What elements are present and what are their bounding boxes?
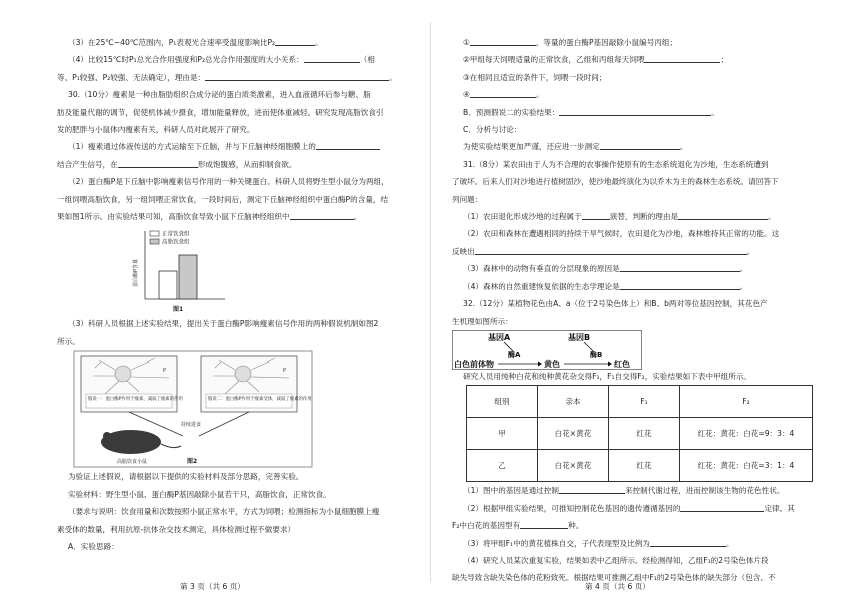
left-text-block-3 — [57, 468, 427, 555]
fig1-bar-normal — [159, 271, 177, 299]
text-line — [57, 156, 427, 173]
line-text: ① — [463, 38, 470, 47]
table-header: 亲本 — [538, 386, 609, 418]
text-line — [57, 69, 427, 86]
line-text: 所示。 — [57, 336, 80, 346]
red-label: 红色 — [614, 359, 630, 369]
answer-blank[interactable] — [316, 140, 380, 150]
line-text: 了破坏。后来人们对沙地进行植树固沙，使沙地最终演化为以乔木为主的森林生态系统。请回答下 — [452, 177, 779, 187]
fig2-p2-label: P — [283, 368, 287, 375]
text-line — [452, 51, 822, 68]
fig1-legend-highfat-swatch — [150, 239, 159, 244]
line-text-after: 。 — [711, 107, 719, 117]
text-line — [57, 315, 427, 332]
line-text: 为使实验结果更加严谨，还应进一步测定 — [463, 142, 600, 152]
text-line — [452, 34, 822, 51]
fig2-arrow-label: 持续进食 — [181, 422, 202, 429]
line-text-after: 。 — [535, 90, 544, 100]
fig2-mouse-label: 高脂饮食小鼠 — [117, 459, 148, 466]
answer-blank[interactable] — [475, 245, 747, 255]
line-text: （3）在25℃~40℃范围内，P₁表观光合速率受温度影响比P₂ — [68, 38, 276, 47]
line-text: （3）科研人员根据上述实验结果，提出关于蛋白酶P影响瘦素信号作用的两种假说机制如图2 — [68, 319, 379, 329]
left-page-footer: 第 3 页（共 6 页） — [180, 582, 245, 591]
text-line — [57, 121, 427, 138]
line-text: ③在相同且适宜的条件下，饲喂一段时间； — [463, 72, 607, 82]
answer-blank[interactable] — [290, 210, 354, 220]
line-text-after: 。 — [746, 246, 755, 256]
line-text: （3）将甲组F₁中的黄花植株自交，子代表现型及比例为 — [463, 538, 650, 548]
table-cell: 白花×黄花 — [538, 418, 609, 450]
text-line — [452, 121, 822, 138]
table-cell: 红花 — [609, 418, 680, 450]
right-text-block-2 — [452, 482, 822, 586]
line-text: 素受体的数量，利用抗原-抗体杂交技术测定，具体检测过程不做要求） — [57, 524, 296, 534]
table-row — [467, 450, 813, 482]
text-line — [57, 333, 427, 350]
line-text: 肪及能量代谢的调节，促使机体减少摄食，增加能量释放，进而使体重减轻。研究发现高脂饮食引 — [57, 107, 384, 117]
line-text-after: 。 — [739, 264, 748, 274]
text-line — [57, 34, 427, 51]
mouse-ear-icon — [103, 432, 111, 440]
text-line — [57, 191, 427, 208]
answer-blank[interactable] — [559, 484, 625, 494]
fig1-legend-normal: 正常饮食组 — [162, 231, 190, 238]
line-text: （1）瘦素通过体液传送的方式运输至下丘脑，并与下丘脑神经细胞膜上的 — [68, 142, 316, 152]
text-line — [57, 468, 427, 485]
text-line — [57, 538, 427, 555]
line-text: （1）农田退化形成沙地的过程属于 — [463, 212, 582, 222]
text-line — [452, 225, 822, 242]
line-text-after: 。 — [389, 72, 397, 82]
line-text: （3）森林中的动物有垂直的分层现象的原因是 — [463, 264, 620, 274]
text-line — [57, 208, 427, 225]
line-text-after: 定律。其 — [764, 503, 795, 513]
fig2-hyp1-text: 假说一：蛋白酶P作用于瘦素，减弱了瘦素的作用 — [88, 397, 183, 403]
answer-blank[interactable] — [470, 88, 536, 98]
line-text-after: 种。 — [568, 521, 584, 531]
answer-blank[interactable] — [520, 519, 568, 529]
line-text: 为验证上述假说，请根据以下提供的实验材料及部分思路，完善实验。 — [68, 472, 304, 482]
answer-blank[interactable] — [304, 53, 360, 63]
left-text-block-2 — [57, 315, 427, 350]
line-text: ②甲组每天饲喂适量的正常饮食，乙组和丙组每天饲喂 — [463, 55, 645, 65]
fig1-y-label: 蛋白酶P含量 — [133, 259, 139, 288]
flow-note: 研究人员用纯种白花和纯种黄花杂交得F₁，F₁自交得F₂，实验结果如下表中甲组所示。 — [463, 371, 752, 381]
text-line — [57, 521, 427, 538]
right-page-footer: 第 4 页（共 6 页） — [585, 582, 650, 591]
right-page — [452, 34, 822, 587]
answer-blank[interactable] — [680, 502, 764, 512]
line-text-after: ； — [720, 55, 729, 65]
line-text-after: 。 — [353, 212, 362, 222]
table-cell: 乙 — [467, 450, 538, 482]
line-text: （要求与说明：饮食用量和次数按照小鼠正常水平，方式为饲喂；检测指标为小鼠细胞膜上瘦 — [68, 507, 380, 517]
gene-b-label: 基因B — [568, 332, 591, 342]
table-cell: 红花：黄花：白花=3：1：4 — [680, 450, 813, 482]
line-text: C．分析与讨论： — [463, 125, 522, 135]
line-text-after: 来控制代谢过程，进而控制该生物的花色性状。 — [624, 486, 785, 496]
line-text: （2）农田和森林在遭遇相同的持续干旱气候时，农田退化为沙地，森林维持其正常的功能。这 — [463, 229, 780, 239]
line-text: 生机理如图所示： — [452, 316, 513, 326]
line-text: （2）蛋白酶P是下丘脑中影响瘦素信号作用的一种关键蛋白。科研人员将野生型小鼠分为两组， — [68, 177, 389, 187]
pigment-pathway-diagram — [452, 330, 642, 370]
figure-2-hypothesis-diagram — [73, 350, 313, 468]
line-text: 反映出 — [452, 246, 475, 256]
text-line — [57, 138, 427, 155]
text-line — [452, 278, 822, 295]
line-text: ④ — [463, 90, 470, 100]
line-text: F₂中白花的基因型有 — [452, 521, 521, 531]
text-line — [452, 86, 822, 103]
figure-1 — [129, 225, 239, 315]
gene-a-label: 基因A — [488, 332, 511, 342]
line-text: （2）根据甲组实验结果，可推知控制花色基因的遗传遵循基因的 — [463, 503, 681, 513]
line-text: （1）图中的基因是通过控制 — [463, 486, 559, 496]
line-text: 发的肥胖与小鼠体内瘦素有关，科研人员对此展开了研究。 — [57, 125, 255, 135]
line-text: 缺失导致含缺失染色体的花粉致死。根据结果可推测乙组中F₁的2号染色体的缺失部分（包含、不 — [452, 573, 776, 583]
line-text-after: 。 — [739, 281, 748, 291]
text-line — [452, 243, 822, 260]
line-text: （4）研究人员某次重复实验，结果如表中乙组所示。经检测得知，乙组F₁的2号染色体片段 — [463, 555, 769, 565]
text-line — [452, 156, 822, 173]
text-line — [452, 69, 822, 86]
text-line — [452, 138, 822, 155]
text-line — [57, 503, 427, 520]
table-row — [467, 418, 813, 450]
answer-blank[interactable] — [118, 158, 198, 168]
text-line — [452, 104, 822, 121]
text-line — [57, 51, 427, 68]
table-cell: 红花：黄花：白花=9：3：4 — [680, 418, 813, 450]
left-page — [57, 34, 427, 555]
table-cell: 白花×黄花 — [538, 450, 609, 482]
fig2-p1-label: P — [163, 368, 167, 375]
text-line — [452, 295, 822, 312]
fig1-caption: 图1 — [173, 306, 184, 314]
line-text-after: 。 — [315, 38, 323, 47]
answer-blank[interactable] — [559, 106, 711, 116]
answer-blank[interactable] — [650, 537, 726, 547]
left-text-block-1 — [57, 34, 427, 225]
line-text-after: （相 — [359, 55, 375, 65]
line-text-after: 。 — [725, 538, 734, 548]
figure-2 — [73, 350, 313, 468]
precursor-label: 白色前体物 — [454, 359, 494, 369]
fig2-hyp2-text: 假说二：蛋白酶P作用于瘦素受体，减弱了瘦素的作用 — [208, 397, 312, 403]
table-header-row — [467, 386, 813, 418]
line-text: A．实验思路： — [68, 541, 119, 551]
flow-diagram — [452, 330, 642, 368]
enzyme-a-label: 酶A — [508, 350, 521, 359]
figure-1-bar-chart — [129, 225, 239, 315]
result-table — [466, 385, 813, 482]
line-text: 等、P₁较强、P₂较强、无法确定），理由是： — [57, 72, 206, 82]
table-header: F₂ — [680, 386, 813, 418]
answer-blank[interactable] — [678, 210, 768, 220]
text-line — [57, 173, 427, 190]
fig2-caption: 图2 — [187, 458, 198, 466]
line-text: （4）森林的自然重建恢复依据的生态学理论是 — [463, 281, 620, 291]
line-text: 结合产生信号，在 — [57, 159, 118, 169]
answer-blank[interactable] — [600, 140, 680, 150]
table-header: F₁ — [609, 386, 680, 418]
text-line — [452, 313, 822, 330]
line-text-after: 。 — [768, 212, 776, 222]
text-line — [452, 173, 822, 190]
line-text: 一组饲喂高脂饮食，另一组饲喂正常饮食，一段时间后，测定下丘脑神经组织中蛋白酶P的含量，结 — [57, 194, 389, 204]
text-line — [452, 517, 822, 534]
text-line — [57, 86, 427, 103]
text-line — [452, 260, 822, 277]
line-text: 列问题： — [452, 194, 483, 204]
yellow-label: 黄色 — [544, 359, 560, 369]
text-line — [452, 535, 822, 552]
line-text-after: 。 — [679, 142, 688, 152]
line-text: 果如图1所示。由实验结果可知，高脂饮食导致小鼠下丘脑神经组织中 — [57, 212, 290, 222]
text-line — [452, 191, 822, 208]
text-line — [452, 208, 822, 225]
fig1-bar-highfat — [179, 255, 197, 299]
fig1-legend-normal-swatch — [150, 231, 159, 236]
table-header: 组别 — [467, 386, 538, 418]
page-divider — [430, 22, 431, 582]
fig1-legend-highfat: 高脂饮食组 — [162, 239, 190, 246]
line-text: 30.（10分）瘦素是一种由脂肪组织合成分泌的蛋白质类激素，进入血液循环后参与糖、脂 — [68, 90, 371, 100]
line-text: 实验材料：野生型小鼠、蛋白酶P基因敲除小鼠若干只，高脂饮食，正常饮食。 — [68, 489, 331, 499]
text-line — [452, 482, 822, 499]
table-cell: 甲 — [467, 418, 538, 450]
line-text: （4）比较15℃时P₁总光合作用强度和P₂总光合作用强度的大小关系： — [68, 55, 304, 65]
right-text-block-1 — [452, 34, 822, 330]
line-text-after: 形成饱腹感，从而抑制食欲。 — [197, 159, 297, 169]
text-line — [452, 500, 822, 517]
answer-blank[interactable] — [470, 36, 536, 46]
line-text-after: ，等量的蛋白酶P基因敲除小鼠编号丙组； — [535, 38, 678, 47]
text-line — [57, 104, 427, 121]
text-line — [452, 552, 822, 569]
enzyme-b-label: 酶B — [590, 350, 603, 359]
answer-blank[interactable] — [205, 71, 389, 81]
answer-blank[interactable] — [582, 210, 610, 220]
answer-blank[interactable] — [620, 262, 740, 272]
answer-blank[interactable] — [620, 280, 740, 290]
text-line — [57, 486, 427, 503]
answer-blank[interactable] — [644, 53, 720, 63]
line-text: 31.（8分）某农田由于人为不合理的农事操作使原有的生态系统退化为沙地，生态系统遭到 — [463, 159, 769, 169]
line-text-after: 演替，判断的理由是 — [609, 212, 679, 222]
line-text: B．预测假说二的实验结果： — [463, 107, 560, 117]
answer-blank[interactable] — [275, 36, 315, 46]
line-text: 32.（12分）某植物花色由A、a（位于2号染色体上）和B、b两对等位基因控制，其花色产 — [463, 299, 768, 309]
table-cell: 红花 — [609, 450, 680, 482]
